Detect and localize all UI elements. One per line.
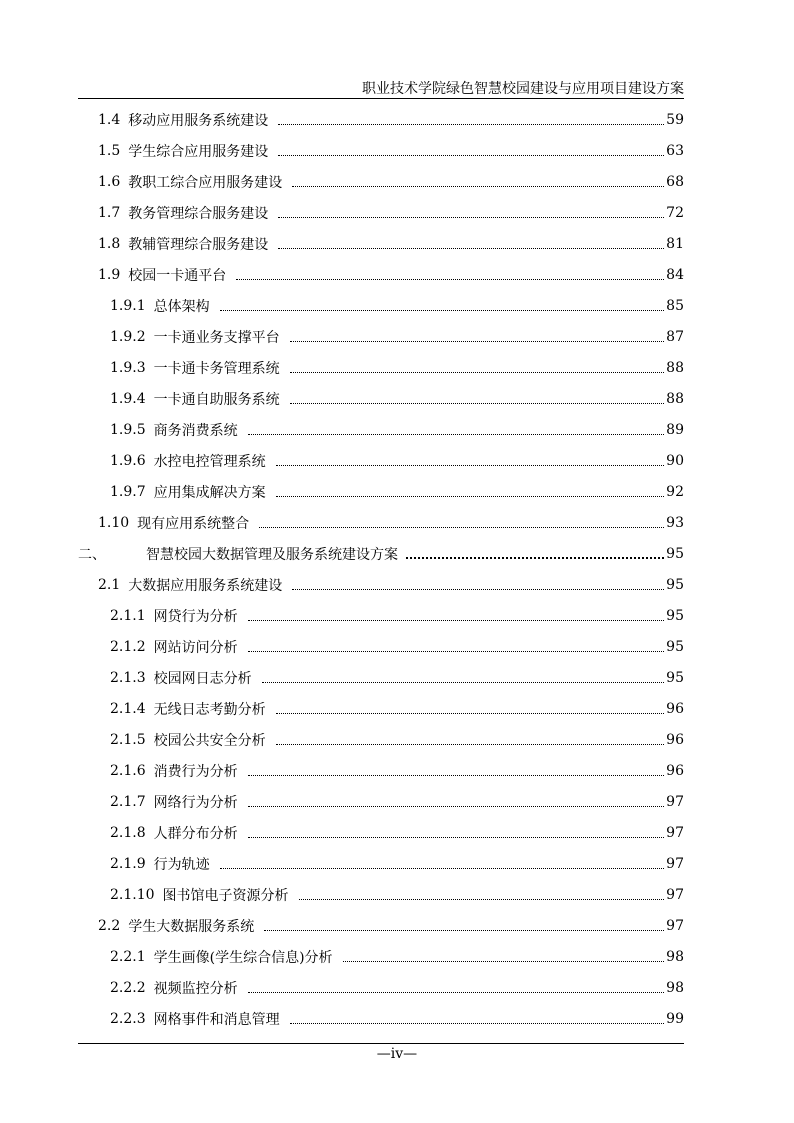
- toc-number: 2.2: [98, 918, 121, 934]
- toc-entry[interactable]: [98, 139, 684, 163]
- toc-number: 1.9.5: [110, 422, 146, 438]
- toc-entry[interactable]: [98, 170, 684, 194]
- dot-leader: [248, 434, 665, 435]
- toc-title: 现有应用系统整合: [137, 516, 250, 532]
- toc-number: 1.9.3: [110, 360, 146, 376]
- toc-number: 1.10: [98, 515, 130, 531]
- toc-number: 2.1.5: [110, 732, 146, 748]
- toc-page: 88: [666, 391, 684, 407]
- toc-number: 2.1.4: [110, 701, 146, 717]
- toc-number: 1.9.6: [110, 453, 146, 469]
- toc-entry[interactable]: [110, 759, 684, 783]
- toc-number: 2.1.6: [110, 763, 146, 779]
- dot-leader: [248, 620, 665, 621]
- toc-title: 一卡通业务支撑平台: [153, 330, 280, 346]
- dot-leader: [259, 527, 664, 528]
- toc-page: 98: [666, 980, 684, 996]
- toc-entry[interactable]: [110, 325, 684, 349]
- toc-page: 95: [666, 577, 684, 593]
- toc-entry[interactable]: [98, 511, 684, 535]
- toc-entry[interactable]: [110, 945, 684, 969]
- toc-page: 59: [666, 112, 684, 128]
- toc-number: 1.7: [98, 205, 121, 221]
- toc-page: 81: [666, 236, 684, 252]
- dot-leader: [248, 775, 665, 776]
- toc-title: 网络行为分析: [153, 795, 238, 811]
- dot-leader: [290, 403, 665, 404]
- toc-title: 大数据应用服务系统建设: [128, 578, 283, 594]
- toc-entry[interactable]: [98, 232, 684, 256]
- toc-entry[interactable]: [110, 852, 684, 876]
- toc-entry[interactable]: [98, 201, 684, 225]
- toc-number: 2.1.3: [110, 670, 146, 686]
- toc-number: 2.1.9: [110, 856, 146, 872]
- dot-leader: [290, 1023, 665, 1024]
- toc-page: 95: [666, 670, 684, 686]
- toc-title: 教职工综合应用服务建设: [128, 175, 283, 191]
- document-title: 职业技术学院绿色智慧校园建设与应用项目建设方案: [362, 81, 684, 97]
- toc-number: 1.5: [98, 143, 121, 159]
- toc-number: 1.4: [98, 112, 121, 128]
- dot-leader: [292, 589, 664, 590]
- footer-divider: [78, 1043, 684, 1044]
- toc-page: 63: [666, 143, 684, 159]
- toc-entry[interactable]: [110, 666, 684, 690]
- dot-leader: [278, 217, 664, 218]
- toc-entry[interactable]: [98, 573, 684, 597]
- dot-leader: [276, 496, 665, 497]
- toc-page: 96: [666, 763, 684, 779]
- dot-leader: [290, 341, 665, 342]
- toc-title: 一卡通卡务管理系统: [153, 361, 280, 377]
- toc-title: 视频监控分析: [153, 981, 238, 997]
- dot-leader: [299, 899, 665, 900]
- toc-number: 2.1: [98, 577, 121, 593]
- toc-page: 89: [666, 422, 684, 438]
- toc-page: 99: [666, 1011, 684, 1027]
- toc-page: 97: [666, 794, 684, 810]
- dot-leader: [292, 186, 664, 187]
- toc-number: 2.1.1: [110, 608, 146, 624]
- toc-page: 95: [666, 608, 684, 624]
- toc-title: 网站访问分析: [153, 640, 238, 656]
- toc-entry[interactable]: [110, 449, 684, 473]
- toc-title: 校园公共安全分析: [153, 733, 266, 749]
- toc-number: 1.9.4: [110, 391, 146, 407]
- toc-page: 92: [666, 484, 684, 500]
- toc-title: 人群分布分析: [153, 826, 238, 842]
- dot-leader: [276, 465, 665, 466]
- toc-number: 2.2.1: [110, 949, 146, 965]
- toc-page: 98: [666, 949, 684, 965]
- toc-entry[interactable]: [110, 604, 684, 628]
- toc-entry[interactable]: [110, 821, 684, 845]
- dot-leader: [343, 961, 665, 962]
- toc-number: 2.2.3: [110, 1011, 146, 1027]
- toc-page: 96: [666, 732, 684, 748]
- toc-page: 88: [666, 360, 684, 376]
- toc-title: 学生大数据服务系统: [128, 919, 255, 935]
- toc-number: 2.1.8: [110, 825, 146, 841]
- toc-entry[interactable]: [110, 728, 684, 752]
- toc-page: 95: [666, 546, 684, 562]
- dot-leader: [276, 713, 665, 714]
- toc-number: 1.9.2: [110, 329, 146, 345]
- toc-page: 97: [666, 887, 684, 903]
- toc-page: 97: [666, 825, 684, 841]
- toc-page: 97: [666, 856, 684, 872]
- toc-number: 1.9: [98, 267, 121, 283]
- toc-title: 校园一卡通平台: [128, 268, 227, 284]
- toc-title: 无线日志考勤分析: [153, 702, 266, 718]
- toc-entry[interactable]: [98, 263, 684, 287]
- toc-number: 1.6: [98, 174, 121, 190]
- toc-number: 1.9.1: [110, 298, 146, 314]
- toc-page: 97: [666, 918, 684, 934]
- toc-title: 网贷行为分析: [153, 609, 238, 625]
- toc-page: 95: [666, 639, 684, 655]
- toc-entry[interactable]: [110, 697, 684, 721]
- toc-number: 2.1.2: [110, 639, 146, 655]
- toc-page: 90: [666, 453, 684, 469]
- toc-title: 智慧校园大数据管理及服务系统建设方案: [146, 547, 398, 563]
- toc-number: 2.2.2: [110, 980, 146, 996]
- toc-entry[interactable]: [110, 356, 684, 380]
- toc-title: 图书馆电子资源分析: [162, 888, 289, 904]
- toc-page: 87: [666, 329, 684, 345]
- toc-number: 1.9.7: [110, 484, 146, 500]
- dot-leader: [248, 992, 665, 993]
- toc-entry[interactable]: [110, 883, 684, 907]
- toc-entry[interactable]: [110, 1007, 684, 1031]
- toc-title: 一卡通自助服务系统: [153, 392, 280, 408]
- toc-title: 水控电控管理系统: [153, 454, 266, 470]
- toc-title: 消费行为分析: [153, 764, 238, 780]
- toc-page: 72: [666, 205, 684, 221]
- toc-title: 行为轨迹: [153, 857, 210, 873]
- dot-leader: [276, 744, 665, 745]
- toc-number: 2.1.10: [110, 887, 155, 903]
- toc-title: 学生综合应用服务建设: [128, 144, 269, 160]
- dot-leader: [290, 372, 665, 373]
- toc-title: 应用集成解决方案: [153, 485, 266, 501]
- dot-leader: [248, 837, 665, 838]
- toc-entry[interactable]: [110, 418, 684, 442]
- toc-chapter-entry[interactable]: [78, 542, 684, 566]
- toc-entry[interactable]: [110, 387, 684, 411]
- toc-title: 商务消费系统: [153, 423, 238, 439]
- toc-entry[interactable]: [110, 294, 684, 318]
- dot-leader: [248, 651, 665, 652]
- toc-title: 教务管理综合服务建设: [128, 206, 269, 222]
- toc-entry[interactable]: [98, 914, 684, 938]
- toc-page: 96: [666, 701, 684, 717]
- toc-number: 1.8: [98, 236, 121, 252]
- toc-entry[interactable]: [110, 635, 684, 659]
- dot-leader: [406, 557, 664, 559]
- page-number: —iv—: [376, 1046, 418, 1062]
- toc-title: 网格事件和消息管理: [153, 1012, 280, 1028]
- dot-leader: [220, 868, 665, 869]
- toc-entry[interactable]: [110, 480, 684, 504]
- toc-title: 教辅管理综合服务建设: [128, 237, 269, 253]
- dot-leader: [278, 248, 664, 249]
- toc-title: 学生画像(学生综合信息)分析: [153, 950, 333, 966]
- toc-entry[interactable]: [110, 976, 684, 1000]
- toc-page: 85: [666, 298, 684, 314]
- toc-title: 移动应用服务系统建设: [128, 113, 269, 129]
- toc-page: 93: [666, 515, 684, 531]
- dot-leader: [262, 682, 665, 683]
- page-header: [78, 72, 684, 99]
- toc-title: 校园网日志分析: [153, 671, 252, 687]
- dot-leader: [236, 279, 664, 280]
- dot-leader: [264, 930, 664, 931]
- toc-page: 84: [666, 267, 684, 283]
- toc-title: 总体架构: [153, 299, 210, 315]
- dot-leader: [278, 155, 664, 156]
- toc-number: 2.1.7: [110, 794, 146, 810]
- toc-entry[interactable]: [110, 790, 684, 814]
- toc-page: 68: [666, 174, 684, 190]
- dot-leader: [248, 806, 665, 807]
- dot-leader: [278, 124, 664, 125]
- dot-leader: [220, 310, 665, 311]
- toc-entry[interactable]: [98, 108, 684, 132]
- toc-number: 二、: [78, 547, 106, 563]
